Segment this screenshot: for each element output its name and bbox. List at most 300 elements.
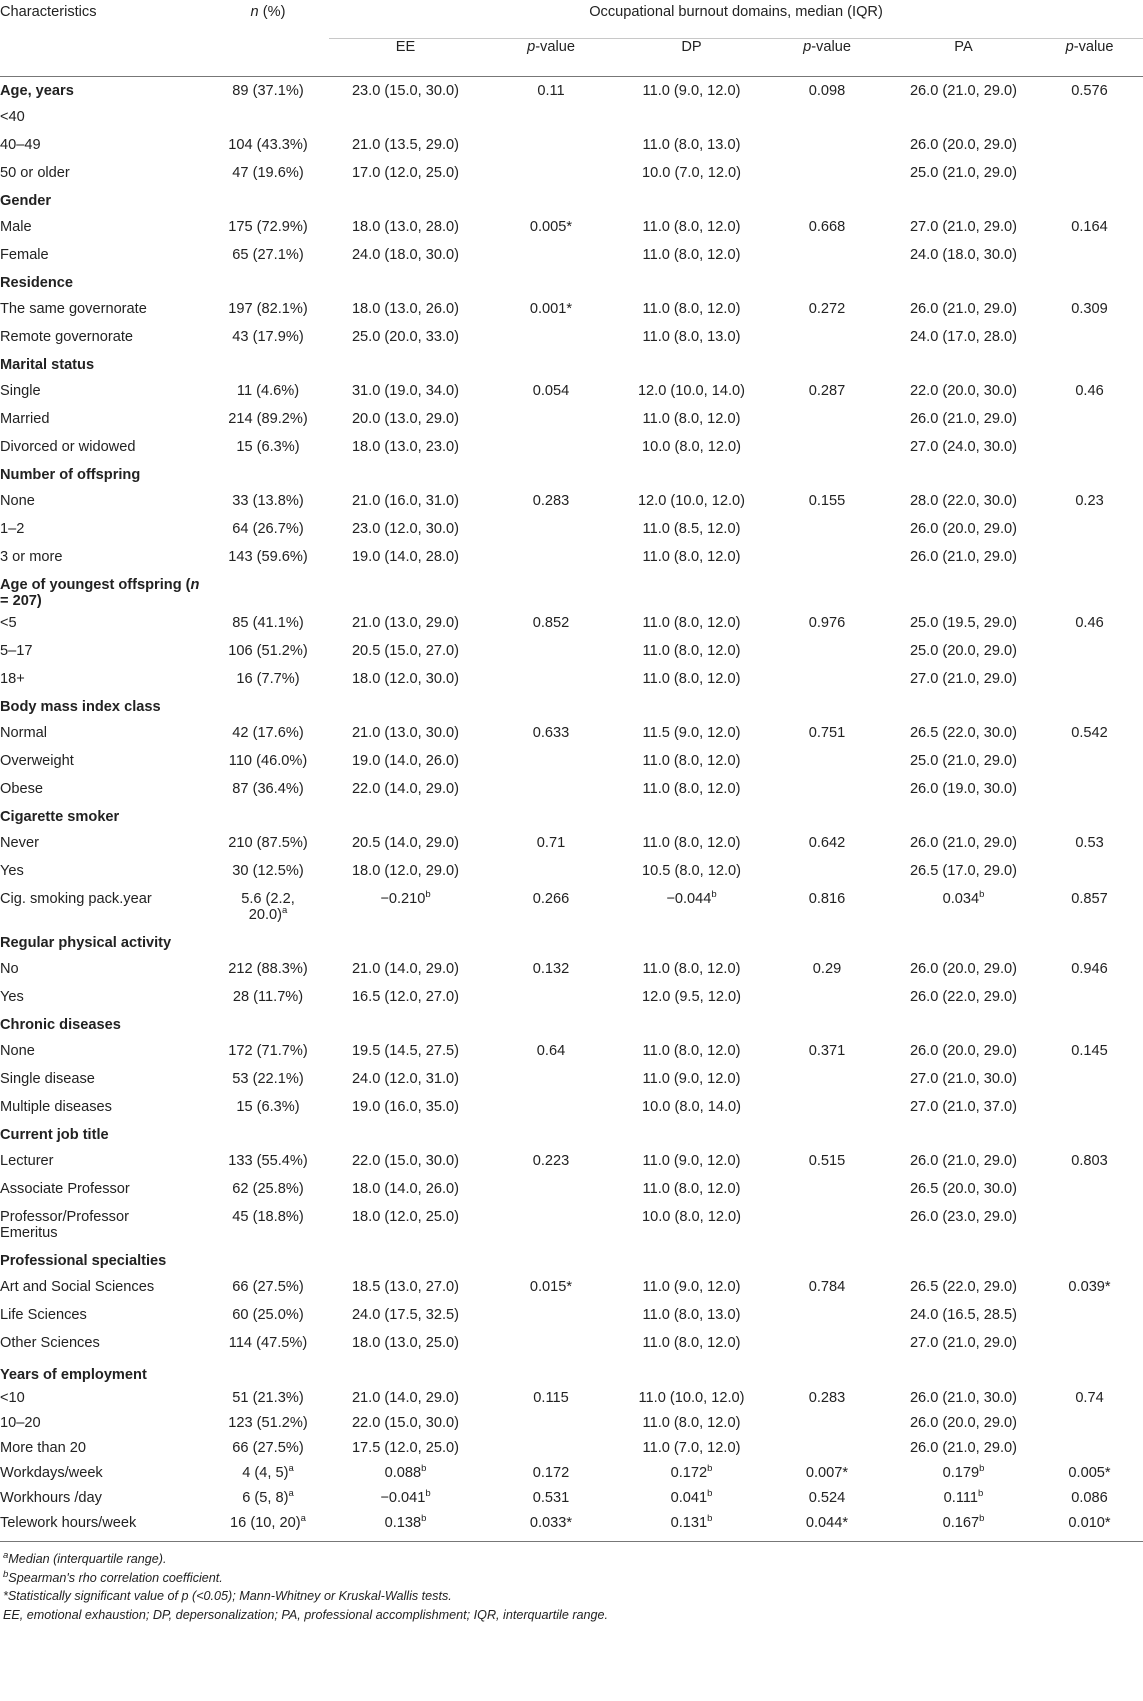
dp-median-cell xyxy=(620,323,763,351)
label-text: Associate Professor xyxy=(0,1181,130,1197)
superscript-marker: b xyxy=(711,889,717,901)
label-text: Cigarette smoker xyxy=(0,809,120,825)
section-row xyxy=(0,1121,1143,1147)
dp-median-cell xyxy=(620,77,763,104)
pa-pvalue-cell-text: 0.164 xyxy=(1071,219,1108,235)
n-percent-cell-text: 28 (11.7%) xyxy=(232,989,304,1005)
row-label xyxy=(0,487,207,515)
row-label xyxy=(0,929,207,955)
label-text: Divorced or widowed xyxy=(0,439,136,455)
pa-pvalue-cell-text: 0.23 xyxy=(1075,493,1104,509)
ee-pvalue-cell-text: 0.054 xyxy=(532,383,570,399)
row-label xyxy=(0,351,207,377)
header-n-percent xyxy=(207,4,329,39)
row-label xyxy=(0,377,207,405)
dp-median-cell xyxy=(620,103,763,131)
label-text: Body mass index class xyxy=(0,699,161,715)
row-label xyxy=(0,1175,207,1203)
n-percent-cell xyxy=(207,77,329,104)
table-row xyxy=(0,719,1143,747)
dp-median-cell-text: 10.0 (8.0, 12.0) xyxy=(642,439,741,455)
pa-median-cell-text: 0.111 xyxy=(943,1490,979,1506)
header-domains: Occupational burnout domains, median (IQR) xyxy=(589,4,883,20)
ee-median-cell xyxy=(329,609,482,637)
pa-pvalue-cell-text: 0.010* xyxy=(1068,1515,1111,1531)
label-text: Obese xyxy=(0,781,43,797)
ee-median-cell xyxy=(329,719,482,747)
section-row xyxy=(0,461,1143,487)
dp-pvalue-cell xyxy=(763,1273,891,1301)
ee-median-cell-text: 22.0 (15.0, 30.0) xyxy=(351,1415,460,1431)
dp-median-cell xyxy=(620,1273,763,1301)
dp-median-cell-text: 10.0 (8.0, 12.0) xyxy=(642,1209,741,1225)
pa-median-cell xyxy=(891,1462,1036,1487)
ee-pvalue-cell xyxy=(482,637,620,665)
section-filler xyxy=(207,693,1143,719)
ee-median-cell xyxy=(329,1329,482,1357)
ee-median-cell-text: 25.0 (20.0, 33.0) xyxy=(351,329,460,345)
ee-pvalue-cell xyxy=(482,1387,620,1412)
dp-median-cell xyxy=(620,775,763,803)
section-row xyxy=(0,929,1143,955)
n-percent-cell-text: 43 (17.9%) xyxy=(232,329,304,345)
n-percent-cell xyxy=(207,609,329,637)
superscript-marker: b xyxy=(979,1513,985,1525)
n-percent-cell xyxy=(207,1387,329,1412)
row-label xyxy=(0,1462,207,1487)
n-percent-cell-text: 66 (27.5%) xyxy=(232,1279,304,1295)
ee-median-cell xyxy=(329,159,482,187)
dp-pvalue-cell-text: 0.007* xyxy=(805,1465,849,1481)
pa-median-cell-text: 25.0 (21.0, 29.0) xyxy=(909,165,1018,181)
pa-median-cell-text: 22.0 (20.0, 30.0) xyxy=(909,383,1018,399)
ee-pvalue-cell xyxy=(482,1437,620,1462)
pa-pvalue-cell xyxy=(1036,515,1143,543)
dp-median-cell-text: 12.0 (9.5, 12.0) xyxy=(642,989,741,1005)
row-label xyxy=(0,637,207,665)
pa-median-cell-text: 28.0 (22.0, 30.0) xyxy=(909,493,1018,509)
ee-median-cell xyxy=(329,213,482,241)
dp-pvalue-cell-text: 0.751 xyxy=(808,725,846,741)
n-percent-cell xyxy=(207,295,329,323)
n-percent-cell xyxy=(207,885,329,929)
table-row xyxy=(0,1512,1143,1542)
section-filler xyxy=(207,1247,1143,1273)
n-percent-cell-text: 212 (88.3%) xyxy=(228,961,308,977)
row-label xyxy=(0,1037,207,1065)
ee-median-cell-text: 18.0 (13.0, 28.0) xyxy=(351,219,460,235)
dp-pvalue-cell xyxy=(763,213,891,241)
pa-pvalue-cell xyxy=(1036,637,1143,665)
row-label xyxy=(0,719,207,747)
ee-median-cell xyxy=(329,1273,482,1301)
pa-median-cell xyxy=(891,295,1036,323)
ee-pvalue-cell-text: 0.223 xyxy=(532,1153,570,1169)
pa-pvalue-cell xyxy=(1036,719,1143,747)
label-text: None xyxy=(0,493,35,509)
label-text: The same governorate xyxy=(0,301,147,317)
dp-pvalue-cell xyxy=(763,1329,891,1357)
section-row xyxy=(0,1247,1143,1273)
section-row xyxy=(0,269,1143,295)
n-percent-cell xyxy=(207,1301,329,1329)
dp-median-cell xyxy=(620,1301,763,1329)
row-label xyxy=(0,775,207,803)
dp-pvalue-cell-text: 0.515 xyxy=(808,1153,846,1169)
pa-median-cell-text: 26.0 (23.0, 29.0) xyxy=(909,1209,1018,1225)
ee-median-cell xyxy=(329,885,482,929)
dp-median-cell-text: 11.0 (8.0, 12.0) xyxy=(642,643,741,659)
footnote-line xyxy=(3,1606,1140,1625)
pa-median-cell-text: 27.0 (24.0, 30.0) xyxy=(909,439,1018,455)
dp-pvalue-cell xyxy=(763,405,891,433)
ee-median-cell xyxy=(329,433,482,461)
dp-median-cell-text: 12.0 (10.0, 14.0) xyxy=(637,383,746,399)
table-row xyxy=(0,609,1143,637)
dp-pvalue-cell xyxy=(763,103,891,131)
dp-median-cell-text: 10.0 (8.0, 14.0) xyxy=(642,1099,741,1115)
row-label xyxy=(0,159,207,187)
ee-pvalue-cell-text: 0.015* xyxy=(529,1279,573,1295)
pa-median-cell-text: 25.0 (20.0, 29.0) xyxy=(909,643,1018,659)
pa-pvalue-cell xyxy=(1036,1437,1143,1462)
p-rest: -value xyxy=(535,39,575,55)
dp-pvalue-cell-text: 0.283 xyxy=(808,1390,846,1406)
row-label xyxy=(0,131,207,159)
pa-median-cell xyxy=(891,1512,1036,1542)
dp-median-cell xyxy=(620,1512,763,1542)
n-percent-cell xyxy=(207,1437,329,1462)
header-dp: DP xyxy=(620,39,763,77)
dp-median-cell-text: 11.0 (8.0, 13.0) xyxy=(642,1307,741,1323)
pa-pvalue-cell-text: 0.086 xyxy=(1071,1490,1108,1506)
n-percent-cell-text: 110 (46.0%) xyxy=(228,753,308,769)
pa-pvalue-cell xyxy=(1036,241,1143,269)
pa-pvalue-cell xyxy=(1036,159,1143,187)
dp-pvalue-cell xyxy=(763,857,891,885)
n-percent-cell xyxy=(207,719,329,747)
ee-pvalue-cell xyxy=(482,515,620,543)
pa-pvalue-cell xyxy=(1036,857,1143,885)
ee-median-cell xyxy=(329,1512,482,1542)
pa-pvalue-cell xyxy=(1036,1387,1143,1412)
table-row xyxy=(0,857,1143,885)
pa-pvalue-cell xyxy=(1036,829,1143,857)
dp-pvalue-cell xyxy=(763,487,891,515)
dp-median-cell-text: −0.044 xyxy=(666,891,712,907)
n-percent-cell-text: 114 (47.5%) xyxy=(228,1335,308,1351)
label-text: <5 xyxy=(0,615,17,631)
superscript-marker: a xyxy=(281,905,288,917)
dp-median-cell-text: 11.0 (8.0, 12.0) xyxy=(642,1043,741,1059)
table-row xyxy=(0,213,1143,241)
n-percent-cell-text: 89 (37.1%) xyxy=(232,83,304,99)
dp-pvalue-cell-text: 0.642 xyxy=(808,835,846,851)
n-percent-cell xyxy=(207,1147,329,1175)
dp-median-cell xyxy=(620,213,763,241)
dp-median-cell xyxy=(620,983,763,1011)
dp-pvalue-cell-text: 0.098 xyxy=(808,83,846,99)
pa-pvalue-cell xyxy=(1036,1512,1143,1542)
label-text: Yes xyxy=(0,989,24,1005)
n-percent-cell-text: 210 (87.5%) xyxy=(228,835,308,851)
dp-pvalue-cell xyxy=(763,829,891,857)
ee-median-cell xyxy=(329,983,482,1011)
ee-pvalue-cell xyxy=(482,159,620,187)
label-text: Workdays/week xyxy=(0,1465,103,1481)
ee-median-cell-text: 21.0 (14.0, 29.0) xyxy=(351,1390,460,1406)
row-label xyxy=(0,1093,207,1121)
pa-median-cell-text: 26.0 (21.0, 29.0) xyxy=(909,301,1018,317)
pa-pvalue-cell-text: 0.53 xyxy=(1075,835,1104,851)
ee-median-cell xyxy=(329,1387,482,1412)
label-text: No xyxy=(0,961,19,977)
dp-pvalue-cell xyxy=(763,543,891,571)
dp-pvalue-cell-text: 0.044* xyxy=(805,1515,849,1531)
pa-median-cell xyxy=(891,241,1036,269)
section-row xyxy=(0,187,1143,213)
superscript-marker: a xyxy=(288,1488,294,1500)
header-n-italic: n xyxy=(250,4,259,20)
pa-median-cell xyxy=(891,609,1036,637)
ee-pvalue-cell xyxy=(482,77,620,104)
n-percent-cell xyxy=(207,377,329,405)
pa-median-cell xyxy=(891,1437,1036,1462)
ee-median-cell-text: −0.041 xyxy=(380,1490,426,1506)
ee-median-cell xyxy=(329,405,482,433)
dp-median-cell xyxy=(620,543,763,571)
dp-median-cell-text: 11.0 (8.0, 12.0) xyxy=(642,411,741,427)
pa-median-cell-text: 27.0 (21.0, 30.0) xyxy=(909,1071,1018,1087)
section-filler xyxy=(207,269,1143,295)
p-italic: p xyxy=(1065,39,1074,55)
ee-median-cell-text: 20.5 (15.0, 27.0) xyxy=(351,643,460,659)
ee-median-cell xyxy=(329,1175,482,1203)
pa-median-cell-text: 26.0 (20.0, 29.0) xyxy=(909,137,1018,153)
table-row xyxy=(0,775,1143,803)
row-label xyxy=(0,1147,207,1175)
pa-pvalue-cell-text: 0.803 xyxy=(1071,1153,1108,1169)
n-percent-cell-text: 5.6 (2.2, xyxy=(241,891,295,907)
table-row xyxy=(0,1203,1143,1247)
ee-pvalue-cell xyxy=(482,747,620,775)
dp-median-cell-text: 11.0 (8.0, 12.0) xyxy=(642,247,741,263)
dp-pvalue-cell-text: 0.272 xyxy=(808,301,846,317)
ee-median-cell-text: 18.0 (12.0, 30.0) xyxy=(351,671,460,687)
label-text: Chronic diseases xyxy=(0,1017,121,1033)
ee-median-cell-text: −0.210 xyxy=(380,891,426,907)
dp-median-cell-text: 11.0 (9.0, 12.0) xyxy=(642,1279,741,1295)
n-percent-cell-text: 85 (41.1%) xyxy=(232,615,304,631)
dp-median-cell-text: 11.0 (8.0, 13.0) xyxy=(642,137,741,153)
pa-median-cell-text: 26.0 (21.0, 30.0) xyxy=(909,1390,1018,1406)
n-percent-cell-text: 45 (18.8%) xyxy=(232,1209,304,1225)
superscript-marker: b xyxy=(421,1513,427,1525)
row-label xyxy=(0,103,207,131)
label-text: Art and Social Sciences xyxy=(0,1279,155,1295)
pa-median-cell-text: 26.5 (22.0, 29.0) xyxy=(909,1279,1018,1295)
pa-pvalue-cell xyxy=(1036,1301,1143,1329)
section-filler xyxy=(207,803,1143,829)
label-italic: n xyxy=(190,577,200,593)
n-percent-cell xyxy=(207,1065,329,1093)
pa-median-cell xyxy=(891,1037,1036,1065)
dp-median-cell-text: 11.0 (8.0, 12.0) xyxy=(642,549,741,565)
label-text: 5–17 xyxy=(0,643,33,659)
ee-median-cell-text: 21.0 (16.0, 31.0) xyxy=(351,493,460,509)
table-row xyxy=(0,885,1143,929)
table-row xyxy=(0,1093,1143,1121)
pa-pvalue-cell xyxy=(1036,1329,1143,1357)
dp-median-cell xyxy=(620,1037,763,1065)
footnote-marker: b xyxy=(3,1568,9,1580)
pa-median-cell-text: 26.0 (21.0, 29.0) xyxy=(909,549,1018,565)
dp-median-cell-text: 11.0 (8.5, 12.0) xyxy=(642,521,741,537)
dp-pvalue-cell xyxy=(763,1462,891,1487)
ee-pvalue-cell xyxy=(482,665,620,693)
pa-median-cell-text: 0.034 xyxy=(942,891,980,907)
superscript-marker: a xyxy=(288,1463,294,1475)
ee-median-cell xyxy=(329,377,482,405)
table-row xyxy=(0,983,1143,1011)
p-rest: -value xyxy=(811,39,851,55)
ee-median-cell xyxy=(329,1437,482,1462)
label-text: 40–49 xyxy=(0,137,41,153)
section-row xyxy=(0,571,1143,609)
ee-pvalue-cell-text: 0.71 xyxy=(536,835,566,851)
pa-median-cell-text: 26.0 (21.0, 29.0) xyxy=(909,83,1018,99)
ee-median-cell xyxy=(329,131,482,159)
dp-pvalue-cell xyxy=(763,983,891,1011)
pa-pvalue-cell xyxy=(1036,405,1143,433)
pa-pvalue-cell xyxy=(1036,487,1143,515)
dp-pvalue-cell-text: 0.371 xyxy=(808,1043,846,1059)
pa-pvalue-cell-text: 0.74 xyxy=(1075,1390,1104,1406)
dp-median-cell-text: 0.041 xyxy=(670,1490,708,1506)
ee-pvalue-cell xyxy=(482,1037,620,1065)
dp-pvalue-cell-text: 0.524 xyxy=(808,1490,846,1506)
pa-median-cell-text: 25.0 (19.5, 29.0) xyxy=(909,615,1018,631)
pa-pvalue-cell-text: 0.576 xyxy=(1071,83,1108,99)
dp-pvalue-cell xyxy=(763,377,891,405)
table-row xyxy=(0,1037,1143,1065)
n-percent-cell xyxy=(207,665,329,693)
n-percent-cell xyxy=(207,543,329,571)
dp-median-cell-text: 11.0 (8.0, 13.0) xyxy=(642,329,741,345)
pa-pvalue-cell-text: 0.145 xyxy=(1071,1043,1108,1059)
row-label xyxy=(0,829,207,857)
dp-median-cell xyxy=(620,295,763,323)
ee-median-cell xyxy=(329,1301,482,1329)
table-row xyxy=(0,405,1143,433)
pa-median-cell-text: 27.0 (21.0, 29.0) xyxy=(909,671,1018,687)
row-label xyxy=(0,323,207,351)
ee-pvalue-cell-text: 0.033* xyxy=(529,1515,573,1531)
dp-pvalue-cell xyxy=(763,1203,891,1247)
ee-median-cell xyxy=(329,1462,482,1487)
n-percent-cell xyxy=(207,1329,329,1357)
ee-median-cell-text: 0.138 xyxy=(384,1515,422,1531)
dp-median-cell xyxy=(620,1329,763,1357)
ee-median-cell-text: 22.0 (14.0, 29.0) xyxy=(351,781,460,797)
n-percent-cell xyxy=(207,323,329,351)
n-percent-cell-text: 143 (59.6%) xyxy=(228,549,308,565)
dp-median-cell-text: 11.0 (8.0, 12.0) xyxy=(642,835,741,851)
row-label xyxy=(0,747,207,775)
ee-median-cell-text: 20.0 (13.0, 29.0) xyxy=(351,411,460,427)
pa-median-cell xyxy=(891,103,1036,131)
dp-median-cell xyxy=(620,159,763,187)
pa-median-cell-text: 27.0 (21.0, 29.0) xyxy=(909,219,1018,235)
ee-median-cell-text: 0.088 xyxy=(384,1465,422,1481)
label-text: Yes xyxy=(0,863,24,879)
label-text: Normal xyxy=(0,725,48,741)
dp-median-cell-text: 11.0 (8.0, 12.0) xyxy=(642,1181,741,1197)
dp-median-cell xyxy=(620,1203,763,1247)
table-row xyxy=(0,1065,1143,1093)
header-empty xyxy=(0,39,207,77)
ee-pvalue-cell xyxy=(482,1203,620,1247)
label-text: Current job title xyxy=(0,1127,109,1143)
n-percent-cell-text: 197 (82.1%) xyxy=(228,301,308,317)
pa-pvalue-cell xyxy=(1036,433,1143,461)
n-line2: 20.0) xyxy=(248,907,282,923)
row-label xyxy=(0,1412,207,1437)
row-label xyxy=(0,543,207,571)
ee-median-cell xyxy=(329,543,482,571)
dp-median-cell xyxy=(620,515,763,543)
ee-median-cell-text: 21.0 (13.5, 29.0) xyxy=(351,137,460,153)
pa-median-cell-text: 26.0 (21.0, 29.0) xyxy=(909,1440,1018,1456)
ee-median-cell-text: 24.0 (12.0, 31.0) xyxy=(351,1071,460,1087)
n-percent-cell xyxy=(207,487,329,515)
table-row xyxy=(0,1273,1143,1301)
n-percent-cell xyxy=(207,405,329,433)
ee-pvalue-cell xyxy=(482,405,620,433)
n-percent-cell xyxy=(207,1412,329,1437)
row-label xyxy=(0,693,207,719)
pa-pvalue-cell xyxy=(1036,747,1143,775)
ee-pvalue-cell xyxy=(482,1329,620,1357)
pa-pvalue-cell xyxy=(1036,295,1143,323)
dp-median-cell-text: 11.0 (8.0, 12.0) xyxy=(642,301,741,317)
dp-median-cell-text: 11.0 (8.0, 12.0) xyxy=(642,1335,741,1351)
pa-median-cell xyxy=(891,955,1036,983)
superscript-marker: b xyxy=(707,1463,713,1475)
label-text: Age, years xyxy=(0,83,74,99)
n-percent-cell-text: 106 (51.2%) xyxy=(228,643,308,659)
superscript-marker: b xyxy=(425,1488,431,1500)
row-label xyxy=(0,1011,207,1037)
p-rest: -value xyxy=(1073,39,1114,55)
section-filler xyxy=(207,351,1143,377)
header-empty-n xyxy=(207,39,329,77)
n-percent-cell xyxy=(207,241,329,269)
pa-pvalue-cell xyxy=(1036,103,1143,131)
n-percent-cell-text: 123 (51.2%) xyxy=(228,1415,308,1431)
n-percent-cell-text: 64 (26.7%) xyxy=(232,521,304,537)
dp-median-cell xyxy=(620,1437,763,1462)
pa-median-cell xyxy=(891,1175,1036,1203)
superscript-marker: a xyxy=(300,1513,306,1525)
pa-pvalue-cell-text: 0.005* xyxy=(1068,1465,1111,1481)
pa-median-cell xyxy=(891,487,1036,515)
dp-median-cell-text: 11.0 (8.0, 12.0) xyxy=(642,1415,741,1431)
ee-median-cell-text: 21.0 (14.0, 29.0) xyxy=(351,961,460,977)
ee-pvalue-cell-text: 0.001* xyxy=(529,301,573,317)
row-label xyxy=(0,295,207,323)
pa-median-cell xyxy=(891,213,1036,241)
